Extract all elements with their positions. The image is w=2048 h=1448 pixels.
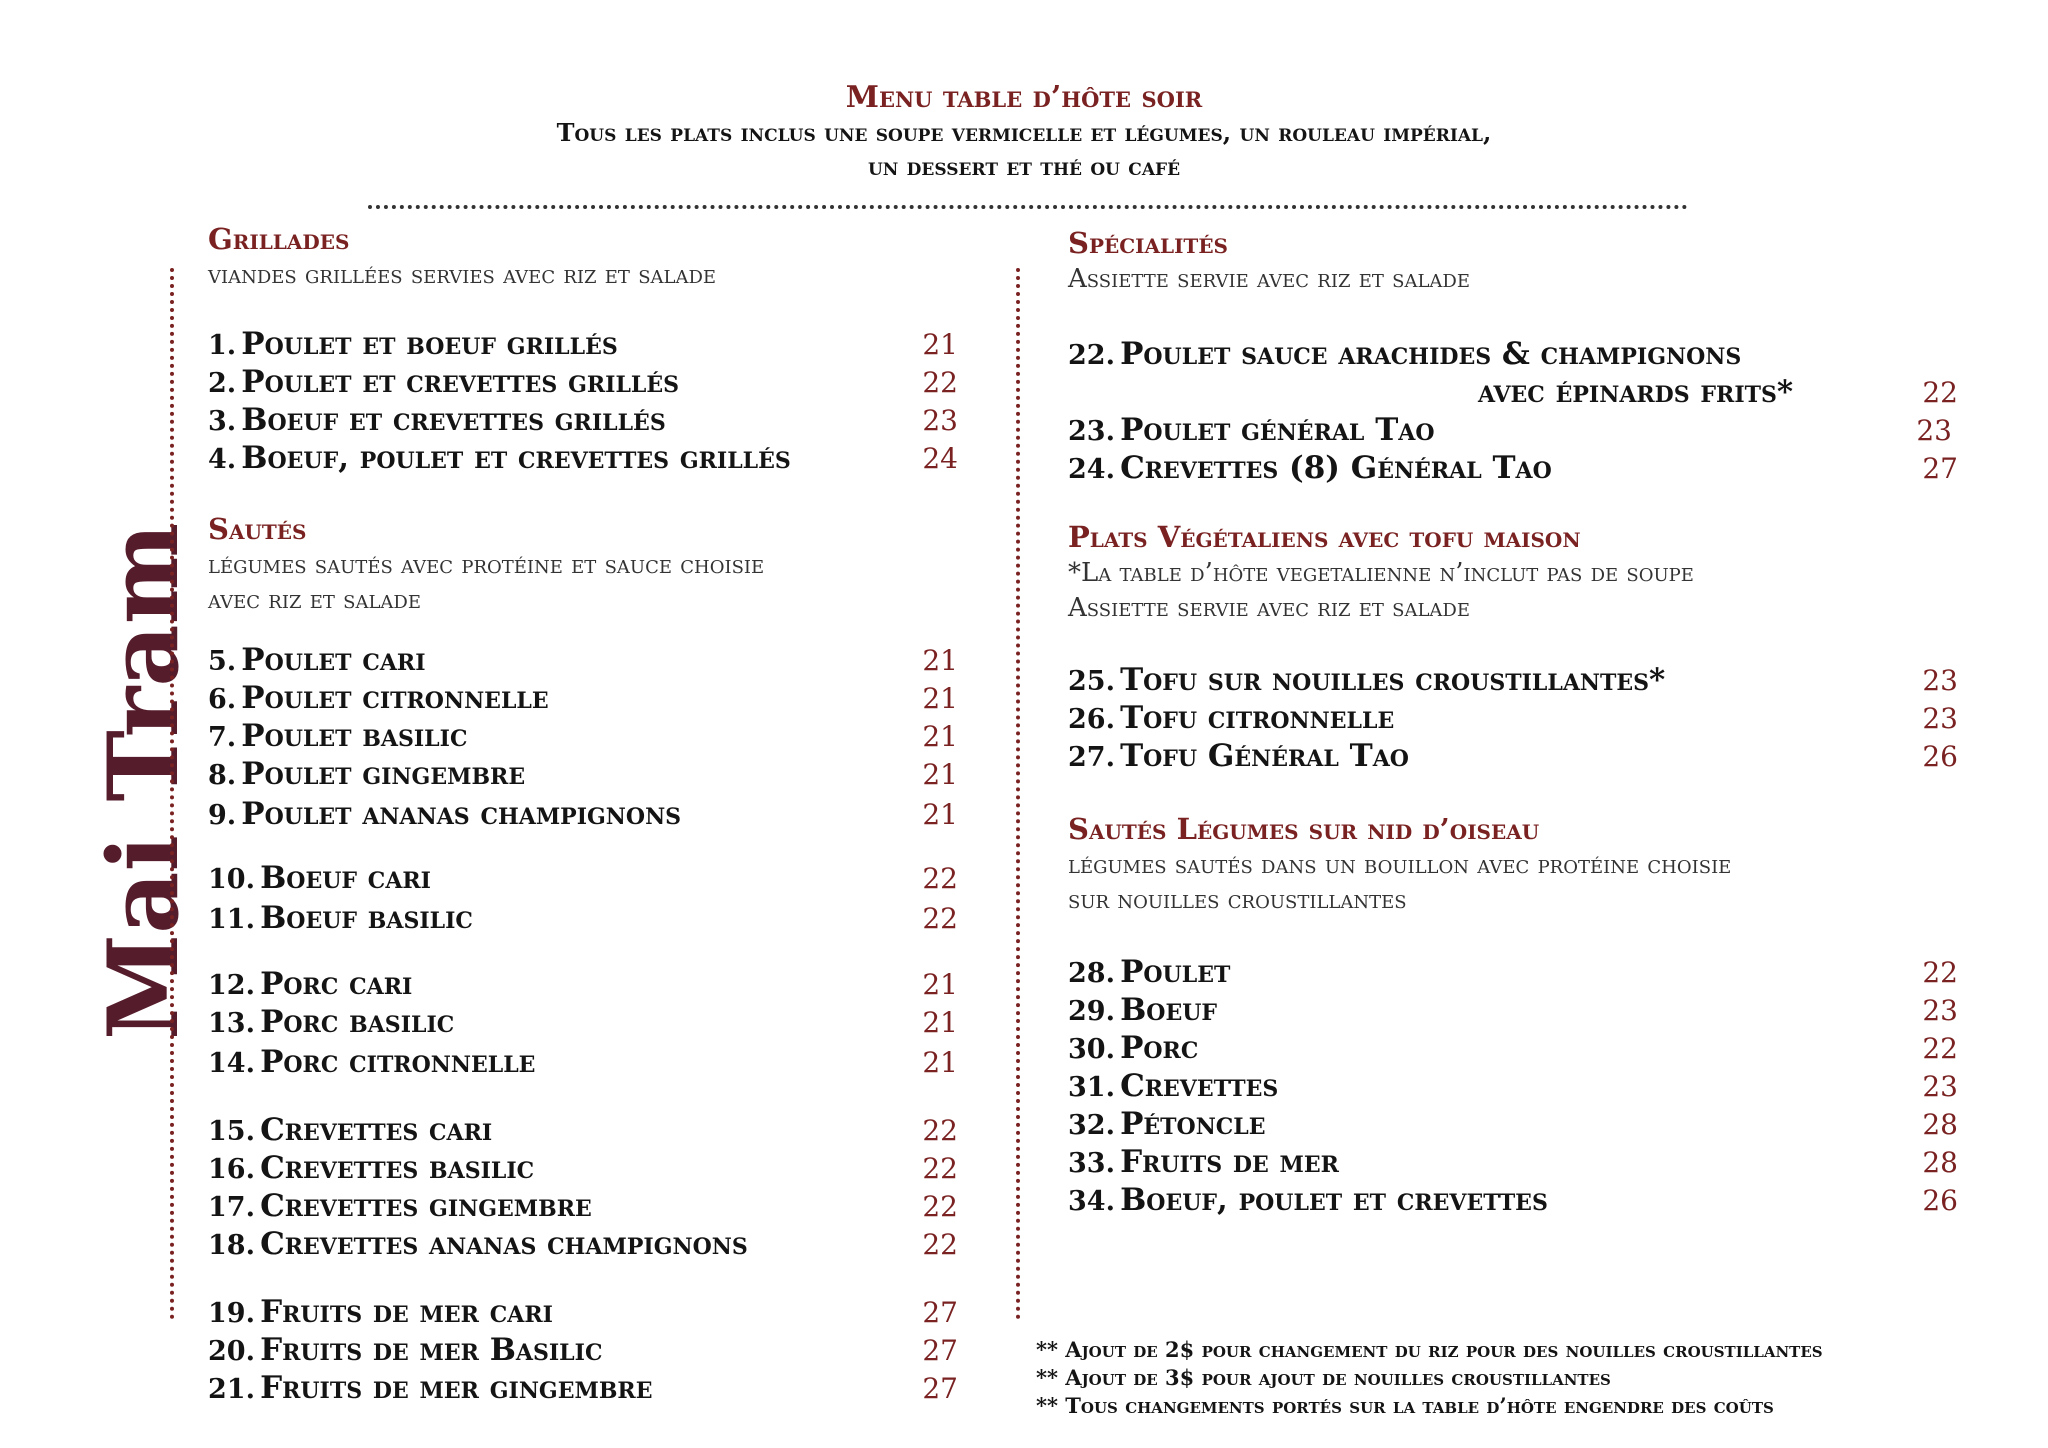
item-name-continuation: avec épinards frits* [1478, 374, 1794, 410]
item-number: 17. [208, 1192, 255, 1223]
menu-item [1068, 738, 1409, 774]
menu-item [1068, 1182, 1548, 1218]
item-name: Poulet ananas champignons [241, 796, 682, 832]
item-price: 22 [922, 366, 958, 399]
item-number: 4. [208, 444, 237, 475]
item-name: Boeuf, poulet et crevettes grillés [241, 440, 791, 476]
menu-item [208, 1370, 652, 1406]
item-name: Fruits de mer cari [260, 1294, 553, 1330]
item-price: 22 [922, 862, 958, 895]
item-price: 22 [922, 1114, 958, 1147]
item-name: Poulet basilic [241, 718, 468, 754]
menu-title: Menu table d’hôte soir [845, 80, 1203, 115]
item-number: 31. [1068, 1072, 1115, 1103]
item-number: 9. [208, 800, 237, 831]
header-dotted-divider [368, 205, 1688, 209]
section-desc-nid-oiseau-line1: légumes sautés dans un bouillon avec protéine choisie [1068, 850, 1732, 880]
item-number: 32. [1068, 1110, 1115, 1141]
menu-item [208, 1112, 492, 1148]
item-name: Tofu sur nouilles croustillantes* [1120, 662, 1666, 698]
item-price: 21 [922, 720, 958, 753]
menu-item [208, 364, 679, 400]
item-number: 30. [1068, 1034, 1115, 1065]
item-name: Porc basilic [260, 1004, 455, 1040]
item-price: 22 [922, 902, 958, 935]
item-name: Boeuf [1120, 992, 1218, 1028]
menu-item [208, 440, 791, 476]
item-number: 7. [208, 722, 237, 753]
menu-item [1068, 1068, 1278, 1104]
item-price: 26 [1922, 740, 1958, 773]
item-name: Crevettes basilic [260, 1150, 535, 1186]
menu-item [1068, 336, 1741, 372]
item-name: Crevettes ananas champignons [260, 1226, 748, 1262]
item-price: 21 [922, 1006, 958, 1039]
item-number: 33. [1068, 1148, 1115, 1179]
menu-item [1068, 992, 1217, 1028]
section-title-nid-oiseau: Sautés Légumes sur nid d’oiseau [1068, 812, 1540, 846]
item-name: Crevettes cari [260, 1112, 493, 1148]
menu-subtitle-line1: Tous les plats inclus une soupe vermicelle et légumes, un rouleau impérial, [556, 118, 1492, 147]
item-price: 21 [922, 682, 958, 715]
section-desc-grillades: viandes grillées servies avec riz et salade [208, 260, 717, 290]
item-price: 27 [1922, 452, 1958, 485]
section-desc-vegetaliens-line1: *La table d’hôte vegetalienne n’inclut pas de soupe [1068, 558, 1694, 588]
item-name: Tofu citronnelle [1120, 700, 1395, 736]
item-name: Poulet et boeuf grillés [241, 326, 618, 362]
item-price: 27 [922, 1296, 958, 1329]
menu-item [208, 680, 549, 716]
item-price: 24 [922, 442, 958, 475]
menu-item [208, 326, 618, 362]
item-price: 22 [922, 1228, 958, 1261]
item-price: 28 [1922, 1146, 1958, 1179]
item-number: 1. [208, 330, 237, 361]
item-name: Poulet sauce arachides & champignons [1120, 336, 1742, 372]
item-number: 12. [208, 970, 255, 1001]
item-number: 2. [208, 368, 237, 399]
footnote: ** Ajout de 3$ pour ajout de nouilles croustillantes [1036, 1365, 1611, 1390]
item-name: Porc citronnelle [260, 1044, 536, 1080]
menu-item [1068, 450, 1552, 486]
left-dotted-divider [170, 268, 174, 1320]
menu-item [1068, 1144, 1339, 1180]
item-number: 15. [208, 1116, 255, 1147]
item-number: 20. [208, 1336, 255, 1367]
item-number: 3. [208, 406, 237, 437]
item-name: Fruits de mer Basilic [260, 1332, 603, 1368]
menu-item [208, 642, 426, 678]
item-name: Boeuf cari [260, 860, 431, 896]
item-number: 28. [1068, 958, 1115, 989]
item-number: 14. [208, 1048, 255, 1079]
item-number: 8. [208, 760, 237, 791]
item-number: 19. [208, 1298, 255, 1329]
item-number: 22. [1068, 340, 1115, 371]
item-name: Poulet citronnelle [241, 680, 549, 716]
item-number: 18. [208, 1230, 255, 1261]
item-name: Fruits de mer gingembre [260, 1370, 653, 1406]
item-name: Crevettes gingembre [260, 1188, 592, 1224]
item-name: Boeuf basilic [260, 900, 473, 936]
item-price: 21 [922, 1046, 958, 1079]
item-price: 23 [922, 404, 958, 437]
item-name: Poulet cari [241, 642, 426, 678]
item-price: 22 [1922, 956, 1958, 989]
item-number: 26. [1068, 704, 1115, 735]
item-number: 25. [1068, 666, 1115, 697]
section-desc-specialites: Assiette servie avec riz et salade [1068, 264, 1470, 294]
center-dotted-divider [1016, 268, 1020, 1320]
menu-item [208, 1044, 535, 1080]
item-name: Pétoncle [1120, 1106, 1266, 1142]
section-title-grillades: Grillades [208, 222, 350, 256]
item-name: Fruits de mer [1120, 1144, 1339, 1180]
menu-subtitle-line2: un dessert et thé ou café [867, 152, 1181, 181]
item-name: Crevettes (8) Général Tao [1120, 450, 1552, 486]
menu-item [208, 1150, 534, 1186]
item-name: Poulet et crevettes grillés [241, 364, 680, 400]
item-price: 23 [1922, 702, 1958, 735]
menu-item [208, 718, 467, 754]
menu-item [1068, 700, 1394, 736]
item-name: Poulet [1120, 954, 1231, 990]
item-price: 22 [922, 1152, 958, 1185]
item-name: Porc cari [260, 966, 413, 1002]
menu-item [208, 796, 681, 832]
item-name: Crevettes [1120, 1068, 1279, 1104]
menu-item [208, 1294, 553, 1330]
section-title-vegetaliens: Plats Végétaliens avec tofu maison [1068, 520, 1581, 554]
item-number: 21. [208, 1374, 255, 1405]
item-price: 22 [1922, 1032, 1958, 1065]
item-price: 28 [1922, 1108, 1958, 1141]
menu-item [208, 900, 473, 936]
section-title-specialites: Spécialités [1068, 226, 1229, 260]
item-number: 16. [208, 1154, 255, 1185]
menu-item [208, 1188, 592, 1224]
item-price: 21 [922, 758, 958, 791]
item-price: 23 [1916, 414, 1952, 447]
item-price: 21 [922, 328, 958, 361]
item-price: 23 [1922, 664, 1958, 697]
menu-item [1068, 954, 1230, 990]
menu-item [208, 756, 525, 792]
footnotes [1036, 1336, 2026, 1420]
item-name: Boeuf, poulet et crevettes [1120, 1182, 1548, 1218]
menu-item [1068, 662, 1665, 698]
section-desc-nid-oiseau-line2: sur nouilles croustillantes [1068, 885, 1407, 915]
item-name: Porc [1120, 1030, 1199, 1066]
brand-logo-text: Mai Tram [87, 522, 200, 1040]
footnote: ** Ajout de 2$ pour changement du riz pour des nouilles croustillantes [1036, 1337, 1823, 1362]
menu-item [1068, 412, 1435, 448]
menu-item [1068, 1030, 1198, 1066]
menu-item [1068, 1106, 1266, 1142]
item-price: 27 [922, 1372, 958, 1405]
menu-item [208, 1332, 602, 1368]
item-price: 22 [922, 1190, 958, 1223]
item-price: 23 [1922, 994, 1958, 1027]
item-price: 26 [1922, 1184, 1958, 1217]
item-number: 5. [208, 646, 237, 677]
item-number: 34. [1068, 1186, 1115, 1217]
menu-item [208, 966, 412, 1002]
item-name: Poulet gingembre [241, 756, 526, 792]
item-name: Boeuf et crevettes grillés [241, 402, 666, 438]
item-number: 27. [1068, 742, 1115, 773]
item-number: 6. [208, 684, 237, 715]
menu-item [208, 1004, 454, 1040]
section-desc-sautes-line2: avec riz et salade [208, 585, 421, 615]
section-desc-sautes-line1: légumes sautés avec protéine et sauce choisie [208, 550, 765, 580]
item-price: 21 [922, 644, 958, 677]
item-number: 11. [208, 904, 255, 935]
item-number: 10. [208, 864, 255, 895]
item-name: Poulet général Tao [1120, 412, 1435, 448]
menu-item [208, 402, 666, 438]
footnote: ** Tous changements portés sur la table d’hôte engendre des coûts [1036, 1393, 1774, 1418]
menu-item [208, 1226, 748, 1262]
item-price: 21 [922, 968, 958, 1001]
item-number: 13. [208, 1008, 255, 1039]
item-price: 23 [1922, 1070, 1958, 1103]
item-price: 22 [1922, 376, 1958, 409]
menu-item [208, 860, 431, 896]
item-number: 24. [1068, 454, 1115, 485]
section-title-sautes: Sautés [208, 512, 307, 546]
item-name: Tofu Général Tao [1120, 738, 1409, 774]
item-price: 21 [922, 798, 958, 831]
item-number: 29. [1068, 996, 1115, 1027]
item-number: 23. [1068, 416, 1115, 447]
section-desc-vegetaliens-line2: Assiette servie avec riz et salade [1068, 593, 1470, 623]
item-price: 27 [922, 1334, 958, 1367]
